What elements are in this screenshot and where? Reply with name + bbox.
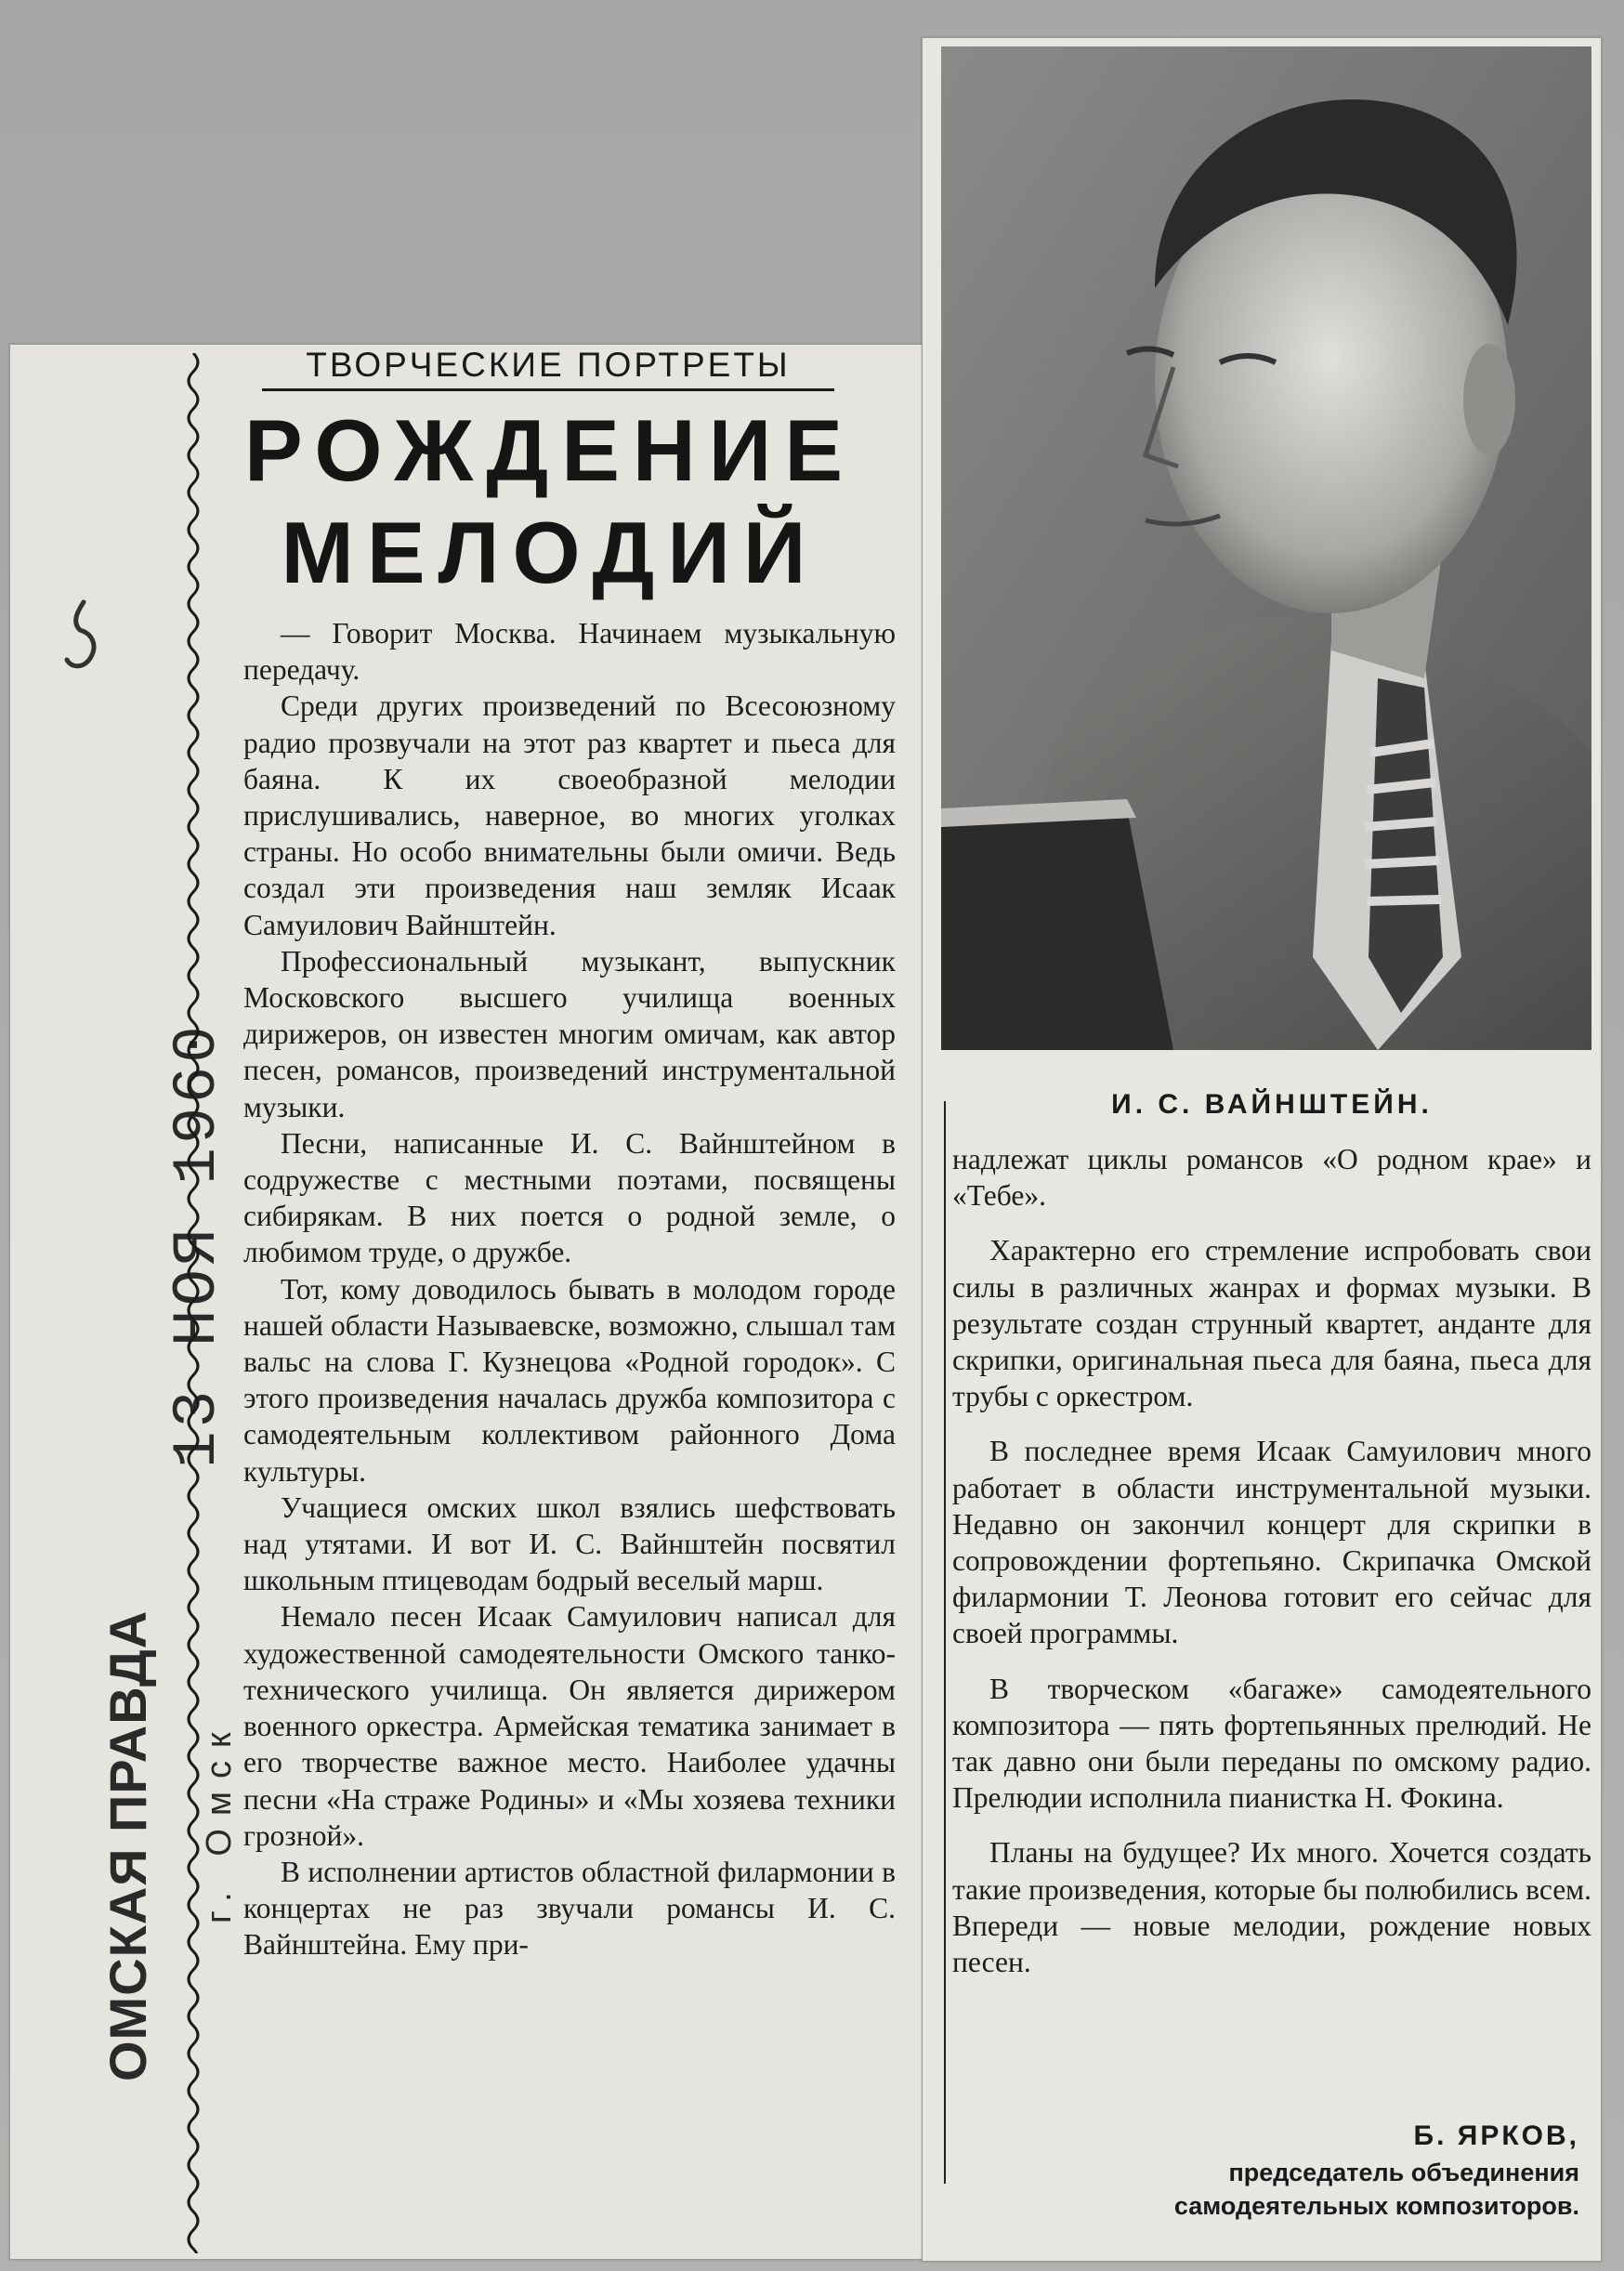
- author-role-line-2: самодеятельных композиторов.: [1173, 2192, 1579, 2220]
- portrait-photo: [941, 46, 1591, 1050]
- paragraph: Тот, кому доводилось бывать в молодом городе нашей области Называевске, возможно, слышал там вальс на слова Г. Кузнецова «Родной городок». С этого произведения началась дружба композитора с самодеятельным коллективом районного Дома культуры.: [243, 1272, 896, 1488]
- paragraph: Характерно его стремление испробовать свои силы в различных жанрах и формах музыки. В результате создан струнный квартет, анданте для скрипки, оригинальная пьеса для баяна, пьеса для трубы с оркестром.: [952, 1234, 1591, 1413]
- article-right-column: [952, 1141, 1591, 1980]
- author-name: Б. ЯРКОВ,: [1413, 2120, 1579, 2151]
- photo-caption: И. С. ВАЙНШТЕЙН.: [1111, 1089, 1433, 1120]
- paragraph: Планы на будущее? Их много. Хочется создать такие произведения, которые бы полюбились всем. Впереди — новые мелодии, рождение новых песен.: [952, 1836, 1591, 1979]
- article-left-column: [243, 615, 896, 1963]
- paragraph: В творческом «багаже» самодеятельного композитора — пять фортепьянных прелюдий. Не так давно они были переданы по омскому радио. Прелюдии исполнила пианистка Н. Фокина.: [952, 1672, 1591, 1815]
- headline-line-1: РОЖДЕНИЕ: [243, 401, 857, 499]
- newspaper-name-stamp: ОМСКАЯ ПРАВДА: [98, 1609, 157, 2081]
- article-headline: [234, 400, 866, 604]
- decorative-wavy-rule: [182, 353, 204, 2253]
- paragraph: Песни, написанные И. С. Вайнштейном в содружестве с местными поэтами, посвящены сибирякам. В них поется о родной земле, о любимом труде, о дружбе.: [243, 1126, 896, 1269]
- date-stamp: 13 НОЯ 1960: [163, 1022, 232, 1468]
- paragraph: Учащиеся омских школ взялись шефствовать над утятами. И вот И. С. Вайнштейн посвятил школьным птицеводам бодрый веселый марш.: [243, 1490, 896, 1597]
- paragraph: В последнее время Исаак Самуилович много работает в области инструментальной музыки. Недавно он закончил концерт для скрипки в сопровождении фортепьяно. Скрипачка Омской филармонии Т. Леонова готовит его сейчас для своей программы.: [952, 1435, 1591, 1650]
- paragraph: Среди других произведений по Всесоюзному радио прозвучали на этот раз квартет и пьеса для баяна. К их своеобразной мелодии прислушивались, наверное, во многих уголках страны. Но особо внимательны были омичи. Ведь создал эти произведения наш земляк Исаак Самуилович Вайнштейн.: [243, 689, 896, 941]
- author-role-line-1: председатель объединения: [1228, 2159, 1579, 2186]
- paragraph: В исполнении артистов областной филармонии в концертах не раз звучали романсы И. С. Вайнштейна. Ему при-: [243, 1855, 896, 1962]
- handwritten-mark: [56, 595, 111, 678]
- rubric-heading: ТВОРЧЕСКИЕ ПОРТРЕТЫ: [262, 346, 834, 391]
- paragraph: надлежат циклы романсов «О родном крае» и «Тебе».: [952, 1143, 1591, 1213]
- city-stamp: г. Омск: [200, 1719, 239, 1923]
- paragraph: Профессиональный музыкант, выпускник Московского высшего училища военных дирижеров, он известен многим омичам, как автор песен, романсов, произведений инструментальной музыки.: [243, 944, 896, 1123]
- column-divider: [944, 1101, 946, 2184]
- paragraph: — Говорит Москва. Начинаем музыкальную передачу.: [243, 617, 896, 687]
- paragraph: Немало песен Исаак Самуилович написал для художественной самодеятельности Омского танко-технического училища. Он является дирижером военного оркестра. Армейская тематика занимает в его творчестве важное место. Наиболее удачны песни «На страже Родины» и «Мы хозяева техники грозной».: [243, 1600, 896, 1852]
- headline-line-2: МЕЛОДИЙ: [281, 504, 819, 601]
- author-role: [1022, 2156, 1579, 2223]
